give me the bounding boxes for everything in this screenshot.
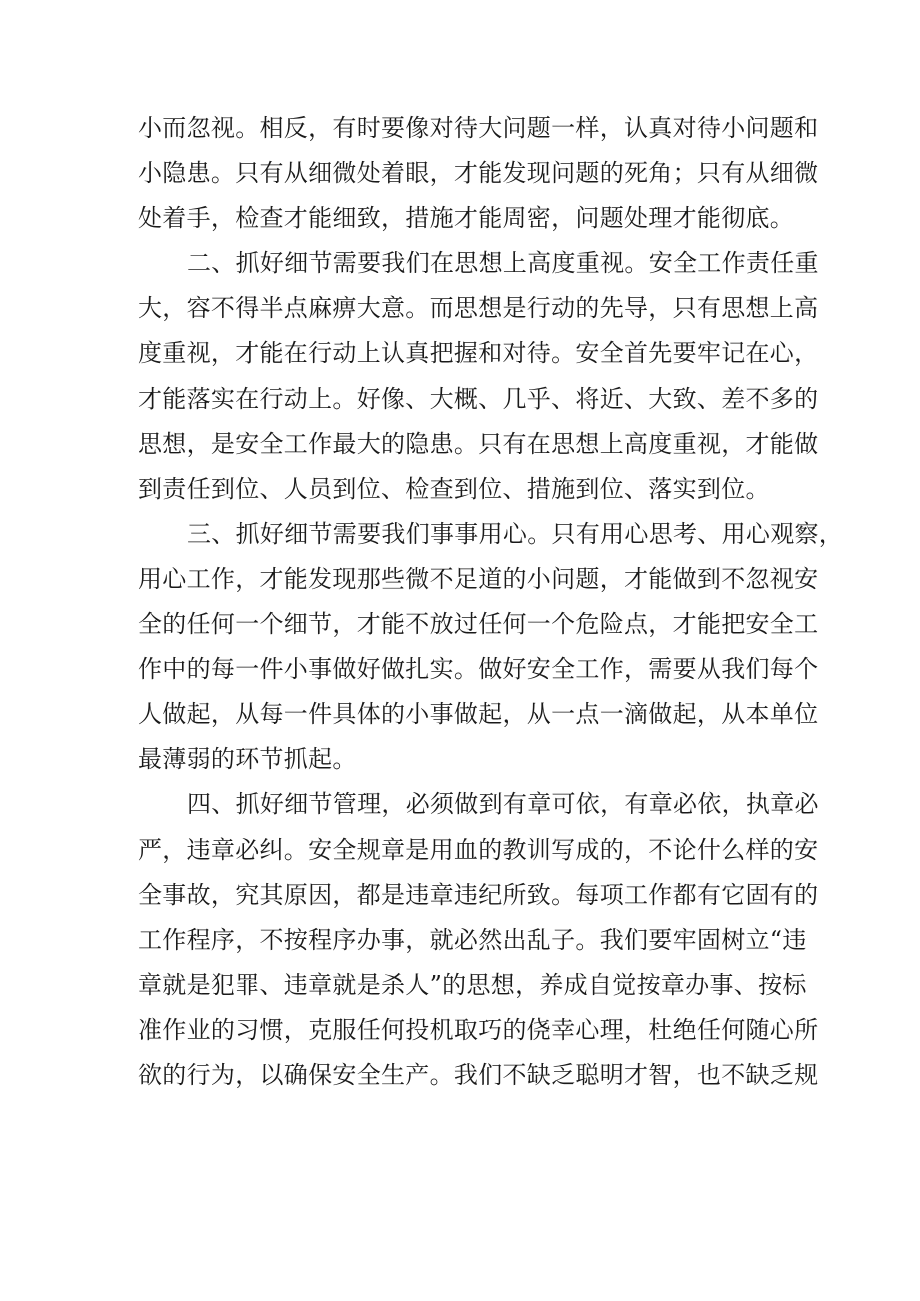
text-line: 思想，是安全工作最大的隐患。只有在思想上高度重视，才能做 <box>138 429 819 458</box>
text-line: 章就是犯罪、违章就是杀人”的思想，养成自觉按章办事、按标 <box>138 970 807 999</box>
text-line: 才能落实在行动上。好像、大概、几乎、将近、大致、差不多的 <box>138 384 819 413</box>
text-line: 全的任何一个细节，才能不放过任何一个危险点，才能把安全工 <box>138 610 819 639</box>
text-line: 工作程序，不按程序办事，就必然出乱子。我们要牢固树立“违 <box>138 925 807 954</box>
text-line: 欲的行为，以确保安全生产。我们不缺乏聪明才智，也不缺乏规 <box>138 1060 819 1089</box>
text-line: 到责任到位、人员到位、检查到位、措施到位、落实到位。 <box>138 474 770 503</box>
text-line: 人做起，从每一件具体的小事做起，从一点一滴做起，从本单位 <box>138 700 819 729</box>
document-body <box>138 106 844 1098</box>
text-line: 作中的每一件小事做好做扎实。做好安全工作，需要从我们每个 <box>138 655 819 684</box>
text-line: 严，违章必纠。安全规章是用血的教训写成的，不论什么样的安 <box>138 835 819 864</box>
text-line: 处着手，检查才能细致，措施才能周密，问题处理才能彻底。 <box>138 204 795 233</box>
paragraph-3-first-line: 三、抓好细节需要我们事事用心。只有用心思考、用心观察， <box>187 519 844 548</box>
text-line: 小隐患。只有从细微处着眼，才能发现问题的死角；只有从细微 <box>138 159 819 188</box>
text-line: 大，容不得半点麻痹大意。而思想是行动的先导，只有思想上高 <box>138 294 819 323</box>
paragraph-4-first-line: 四、抓好细节管理，必须做到有章可依，有章必依，执章必 <box>187 790 819 819</box>
text-line: 全事故，究其原因，都是违章违纪所致。每项工作都有它固有的 <box>138 880 819 909</box>
paragraph-2-first-line: 二、抓好细节需要我们在思想上高度重视。安全工作责任重 <box>187 249 819 278</box>
text-line: 最薄弱的环节抓起。 <box>138 745 357 774</box>
text-line: 度重视，才能在行动上认真把握和对待。安全首先要牢记在心， <box>138 339 819 368</box>
text-line: 准作业的习惯，克服任何投机取巧的侥幸心理，杜绝任何随心所 <box>138 1015 819 1044</box>
text-line: 用心工作，才能发现那些微不足道的小问题，才能做到不忽视安 <box>138 564 819 593</box>
text-line: 小而忽视。相反，有时要像对待大问题一样，认真对待小问题和 <box>138 114 819 142</box>
